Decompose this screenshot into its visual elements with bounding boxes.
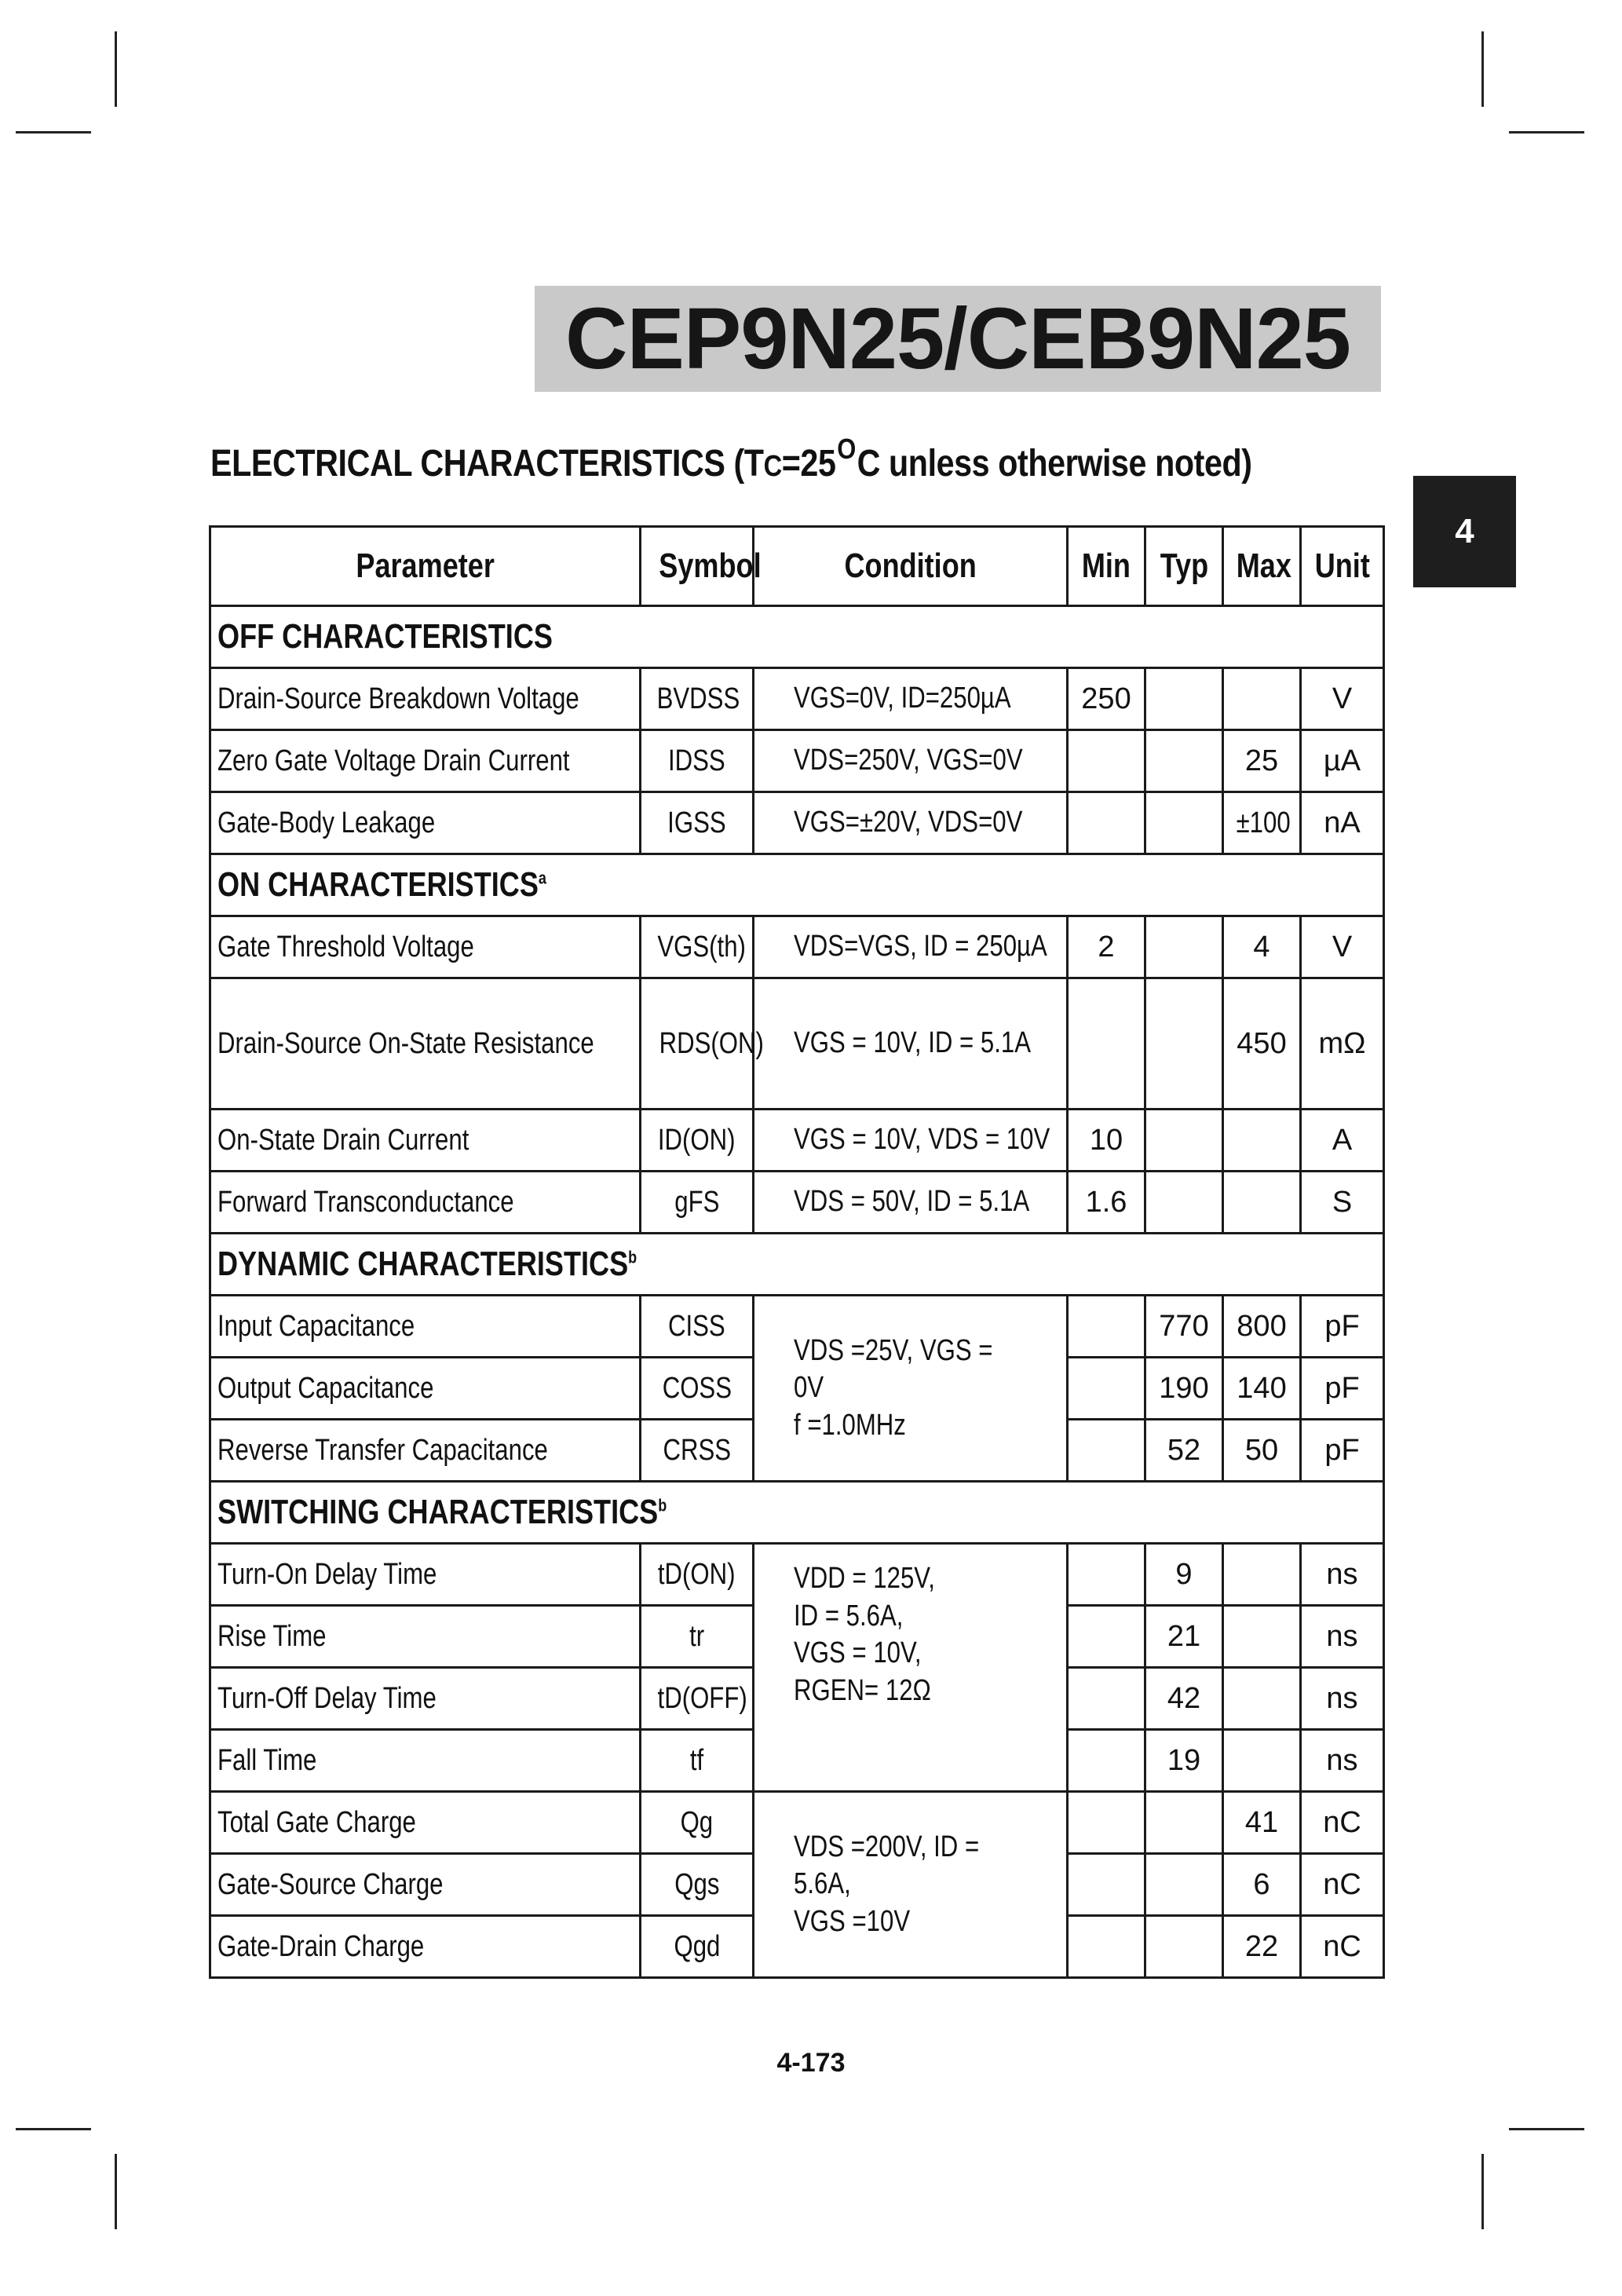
min-cell xyxy=(1068,730,1145,792)
section-on-label: ON CHARACTERISTICS$^a$ xyxy=(210,854,1384,916)
section-row-dynamic xyxy=(210,1234,1384,1296)
unit-cell: V xyxy=(1301,668,1384,730)
param-cell: Forward Transconductance xyxy=(210,1172,641,1234)
min-cell xyxy=(1068,1668,1145,1730)
param-cell: Fall Time xyxy=(210,1730,641,1792)
typ-cell: 52 xyxy=(1145,1420,1223,1482)
typ-cell: 42 xyxy=(1145,1668,1223,1730)
symbol-cell: gFS xyxy=(641,1172,754,1234)
unit-cell: mΩ xyxy=(1301,978,1384,1110)
symbol-cell: CRSS xyxy=(641,1420,754,1482)
param-cell: Input Capacitance xyxy=(210,1296,641,1358)
max-cell: 41 xyxy=(1223,1792,1301,1854)
table-row xyxy=(210,1544,1384,1606)
symbol-cell: IDSS xyxy=(641,730,754,792)
part-number-banner xyxy=(535,286,1381,392)
param-cell: Turn-Off Delay Time xyxy=(210,1668,641,1730)
unit-cell: µA xyxy=(1301,730,1384,792)
symbol-cell: RDS(ON) xyxy=(641,978,754,1110)
condition-cell-switching: VDD = 125V, ID = 5.6A, VGS = 10V, RGEN= 12Ω xyxy=(754,1544,1068,1792)
max-cell xyxy=(1223,1668,1301,1730)
max-cell: 6 xyxy=(1223,1854,1301,1916)
crop-mark-top-left-h xyxy=(16,131,91,133)
max-cell xyxy=(1223,1606,1301,1668)
min-cell xyxy=(1068,1606,1145,1668)
heading-rest: C unless otherwise noted) xyxy=(857,443,1252,484)
symbol-cell: VGS(th) xyxy=(641,916,754,978)
crop-mark-bottom-left-h xyxy=(16,2128,91,2130)
table-header-row xyxy=(210,527,1384,606)
unit-cell: nC xyxy=(1301,1854,1384,1916)
max-cell: 50 xyxy=(1223,1420,1301,1482)
section-off-label: OFF CHARACTERISTICS xyxy=(210,606,1384,668)
heading-main: ELECTRICAL CHARACTERISTICS (T xyxy=(210,443,764,484)
min-cell xyxy=(1068,792,1145,854)
typ-cell: 19 xyxy=(1145,1730,1223,1792)
typ-cell: 21 xyxy=(1145,1606,1223,1668)
param-cell: Gate-Drain Charge xyxy=(210,1916,641,1978)
section-row-on xyxy=(210,854,1384,916)
max-cell xyxy=(1223,1544,1301,1606)
table-row xyxy=(210,1792,1384,1854)
symbol-cell: COSS xyxy=(641,1358,754,1420)
unit-cell: ns xyxy=(1301,1668,1384,1730)
table-row xyxy=(210,1110,1384,1172)
param-cell: On-State Drain Current xyxy=(210,1110,641,1172)
heading-mid: =25 xyxy=(781,443,836,484)
table-row xyxy=(210,792,1384,854)
max-cell: 800 xyxy=(1223,1296,1301,1358)
unit-cell: ns xyxy=(1301,1730,1384,1792)
condition-cell: VDS=VGS, ID = 250µA xyxy=(754,916,1068,978)
typ-cell: 9 xyxy=(1145,1544,1223,1606)
unit-cell: nC xyxy=(1301,1916,1384,1978)
min-cell xyxy=(1068,1792,1145,1854)
typ-cell xyxy=(1145,916,1223,978)
header-symbol: Symbol xyxy=(641,527,754,606)
param-cell: Drain-Source On-State Resistance xyxy=(210,978,641,1110)
symbol-cell: Qg xyxy=(641,1792,754,1854)
typ-cell xyxy=(1145,730,1223,792)
typ-cell xyxy=(1145,1110,1223,1172)
section-switching-label: SWITCHING CHARACTERISTICS$^b$ xyxy=(210,1482,1384,1544)
symbol-cell: tD(ON) xyxy=(641,1544,754,1606)
header-parameter: Parameter xyxy=(210,527,641,606)
heading-sub: C xyxy=(763,450,782,483)
header-min: Min xyxy=(1068,527,1145,606)
symbol-cell: IGSS xyxy=(641,792,754,854)
symbol-cell: BVDSS xyxy=(641,668,754,730)
part-number-title: CEP9N25/CEB9N25 xyxy=(565,291,1350,387)
condition-cell: VGS = 10V, VDS = 10V xyxy=(754,1110,1068,1172)
typ-cell xyxy=(1145,1172,1223,1234)
table-row xyxy=(210,730,1384,792)
section-dynamic-label: DYNAMIC CHARACTERISTICS$^b$ xyxy=(210,1234,1384,1296)
param-cell: Drain-Source Breakdown Voltage xyxy=(210,668,641,730)
min-cell xyxy=(1068,1296,1145,1358)
min-cell xyxy=(1068,1730,1145,1792)
header-typ: Typ xyxy=(1145,527,1223,606)
typ-cell xyxy=(1145,792,1223,854)
section-tab-number: 4 xyxy=(1455,512,1474,550)
typ-cell xyxy=(1145,1792,1223,1854)
symbol-cell: CISS xyxy=(641,1296,754,1358)
condition-cell: VGS = 10V, ID = 5.1A xyxy=(754,978,1068,1110)
min-cell xyxy=(1068,1544,1145,1606)
unit-cell: nC xyxy=(1301,1792,1384,1854)
param-cell: Total Gate Charge xyxy=(210,1792,641,1854)
symbol-cell: tD(OFF) xyxy=(641,1668,754,1730)
param-cell: Zero Gate Voltage Drain Current xyxy=(210,730,641,792)
table-row xyxy=(210,1172,1384,1234)
symbol-cell: Qgd xyxy=(641,1916,754,1978)
table-row xyxy=(210,668,1384,730)
crop-mark-top-left-v xyxy=(115,31,117,107)
symbol-cell: tf xyxy=(641,1730,754,1792)
condition-cell: VDS = 50V, ID = 5.1A xyxy=(754,1172,1068,1234)
condition-cell: VGS=0V, ID=250µA xyxy=(754,668,1068,730)
unit-cell: pF xyxy=(1301,1358,1384,1420)
unit-cell: ns xyxy=(1301,1606,1384,1668)
param-cell: Turn-On Delay Time xyxy=(210,1544,641,1606)
typ-cell xyxy=(1145,1916,1223,1978)
crop-mark-bottom-right-v xyxy=(1481,2154,1484,2229)
unit-cell: pF xyxy=(1301,1420,1384,1482)
min-cell xyxy=(1068,1854,1145,1916)
max-cell: 450 xyxy=(1223,978,1301,1110)
param-cell: Output Capacitance xyxy=(210,1358,641,1420)
max-cell: ±100 xyxy=(1223,792,1301,854)
crop-mark-bottom-right-h xyxy=(1509,2128,1584,2130)
crop-mark-top-right-h xyxy=(1509,131,1584,133)
min-cell: 1.6 xyxy=(1068,1172,1145,1234)
param-cell: Gate-Source Charge xyxy=(210,1854,641,1916)
crop-mark-top-right-v xyxy=(1481,31,1484,107)
unit-cell: V xyxy=(1301,916,1384,978)
max-cell xyxy=(1223,1110,1301,1172)
typ-cell: 190 xyxy=(1145,1358,1223,1420)
max-cell: 4 xyxy=(1223,916,1301,978)
param-cell: Reverse Transfer Capacitance xyxy=(210,1420,641,1482)
symbol-cell: Qgs xyxy=(641,1854,754,1916)
min-cell xyxy=(1068,1358,1145,1420)
table-row xyxy=(210,1296,1384,1358)
header-unit: Unit xyxy=(1301,527,1384,606)
param-cell: Gate-Body Leakage xyxy=(210,792,641,854)
min-cell: 250 xyxy=(1068,668,1145,730)
max-cell: 140 xyxy=(1223,1358,1301,1420)
condition-cell: VDS=250V, VGS=0V xyxy=(754,730,1068,792)
unit-cell: A xyxy=(1301,1110,1384,1172)
min-cell: 10 xyxy=(1068,1110,1145,1172)
param-cell: Rise Time xyxy=(210,1606,641,1668)
min-cell: 2 xyxy=(1068,916,1145,978)
unit-cell: pF xyxy=(1301,1296,1384,1358)
param-cell: Gate Threshold Voltage xyxy=(210,916,641,978)
condition-cell-charge: VDS =200V, ID = 5.6A, VGS =10V xyxy=(754,1792,1068,1978)
max-cell xyxy=(1223,668,1301,730)
section-row-switching xyxy=(210,1482,1384,1544)
unit-cell: ns xyxy=(1301,1544,1384,1606)
section-row-off xyxy=(210,606,1384,668)
typ-cell xyxy=(1145,668,1223,730)
max-cell: 25 xyxy=(1223,730,1301,792)
symbol-cell: tr xyxy=(641,1606,754,1668)
unit-cell: S xyxy=(1301,1172,1384,1234)
typ-cell xyxy=(1145,978,1223,1110)
degree-symbol: O xyxy=(837,433,856,465)
max-cell xyxy=(1223,1172,1301,1234)
condition-cell: VGS=±20V, VDS=0V xyxy=(754,792,1068,854)
table-row xyxy=(210,978,1384,1110)
page-number: 4-173 xyxy=(776,2048,846,2078)
symbol-cell: ID(ON) xyxy=(641,1110,754,1172)
max-cell xyxy=(1223,1730,1301,1792)
header-condition: Condition xyxy=(754,527,1068,606)
section-tab xyxy=(1413,476,1516,587)
table-row xyxy=(210,916,1384,978)
unit-cell: nA xyxy=(1301,792,1384,854)
min-cell xyxy=(1068,1420,1145,1482)
max-cell: 22 xyxy=(1223,1916,1301,1978)
typ-cell: 770 xyxy=(1145,1296,1223,1358)
header-max: Max xyxy=(1223,527,1301,606)
electrical-characteristics-table xyxy=(209,525,1385,1979)
condition-cell-dynamic: VDS =25V, VGS = 0V f =1.0MHz xyxy=(754,1296,1068,1482)
crop-mark-bottom-left-v xyxy=(115,2154,117,2229)
min-cell xyxy=(1068,1916,1145,1978)
section-heading xyxy=(210,433,1252,485)
typ-cell xyxy=(1145,1854,1223,1916)
